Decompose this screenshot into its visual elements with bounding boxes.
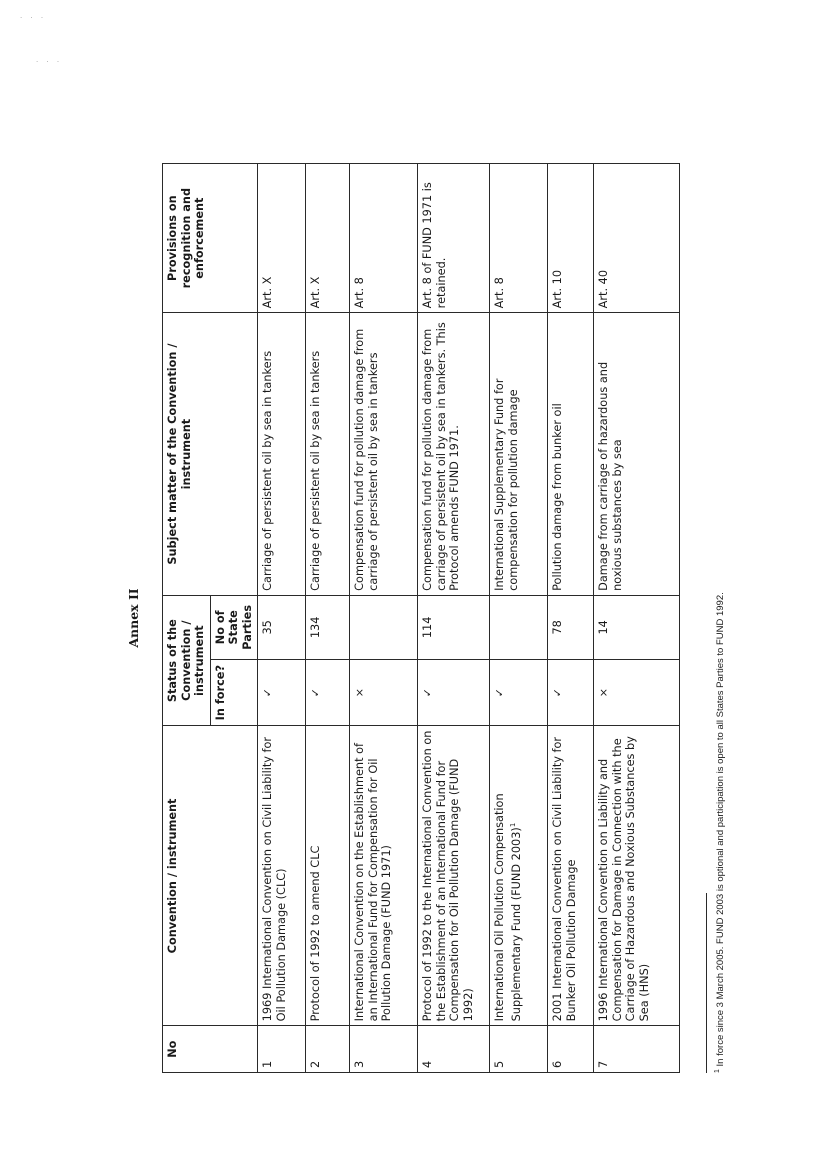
scan-artifact: · · · [36, 58, 63, 66]
cell-no: 3 [350, 1026, 418, 1073]
check-icon: ✓ [418, 659, 490, 726]
cell-no: 5 [490, 1026, 548, 1073]
footnote-marker: 1 [714, 1069, 721, 1073]
cell-convention: Protocol of 1992 to amend CLC [306, 726, 350, 1026]
cell-no: 7 [594, 1026, 680, 1073]
cell-provisions: Art. X [306, 164, 350, 313]
cell-provisions: Art. 40 [594, 164, 680, 313]
cell-parties: 134 [306, 595, 350, 659]
cell-provisions: Art. X [258, 164, 306, 313]
table-row [490, 164, 548, 1073]
cell-no: 1 [258, 1026, 306, 1073]
table-row [418, 164, 490, 1073]
table-row [350, 164, 418, 1073]
cell-subject: Compensation fund for pollution damage from carriage of persistent oil by sea in tankers. This Protocol amends FUND 1971. [418, 313, 490, 596]
cell-subject: Carriage of persistent oil by sea in tankers [306, 313, 350, 596]
table-row [548, 164, 594, 1073]
header-provisions: Provisions on recognition and enforcement [163, 164, 258, 313]
cell-subject: Damage from carriage of hazardous and noxious substances by sea [594, 313, 680, 596]
header-convention: Convention / instrument [163, 726, 258, 1026]
cell-subject: Pollution damage from bunker oil [548, 313, 594, 596]
cell-provisions: Art. 8 [490, 164, 548, 313]
convention-text: International Oil Pollution Compensation Supplementary Fund (FUND 2003) [493, 793, 523, 1022]
cell-parties: 14 [594, 595, 680, 659]
footnote-text: In force since 3 March 2005. FUND 2003 is optional and participation is open to all States Parties to FUND 1992. [715, 592, 727, 1067]
cell-no: 2 [306, 1026, 350, 1073]
conventions-table [162, 163, 680, 1073]
cell-convention: 2001 International Convention on Civil Liability for Bunker Oil Pollution Damage [548, 726, 594, 1026]
cell-parties: 35 [258, 595, 306, 659]
cell-subject: International Supplementary Fund for compensation for pollution damage [490, 313, 548, 596]
cell-parties: 78 [548, 595, 594, 659]
cross-icon: × [594, 659, 680, 726]
cell-provisions: Art. 8 of FUND 1971 is retained. [418, 164, 490, 313]
cell-convention [490, 726, 548, 1026]
header-no: No [163, 1026, 258, 1073]
table-row [306, 164, 350, 1073]
header-status: Status of the Convention / instrument [163, 595, 211, 726]
cell-no: 4 [418, 1026, 490, 1073]
table-row [594, 164, 680, 1073]
cell-convention: 1996 International Convention on Liability and Compensation for Damage in Connection with the Carriage of Hazardous and Noxious Substances by Sea (HNS) [594, 726, 680, 1026]
cell-parties [350, 595, 418, 659]
cell-provisions: Art. 8 [350, 164, 418, 313]
cell-convention: 1969 International Convention on Civil Liability for Oil Pollution Damage (CLC) [258, 726, 306, 1026]
cell-provisions: Art. 10 [548, 164, 594, 313]
cell-subject: Carriage of persistent oil by sea in tankers [258, 313, 306, 596]
header-subject: Subject matter of the Convention / instrument [163, 313, 258, 596]
check-icon: ✓ [306, 659, 350, 726]
check-icon: ✓ [490, 659, 548, 726]
scan-artifact: · · · [20, 14, 47, 22]
cell-convention: International Convention on the Establishment of an International Fund for Compensation for Oil Pollution Damage (FUND 1971) [350, 726, 418, 1026]
cross-icon: × [350, 659, 418, 726]
cell-parties: 114 [418, 595, 490, 659]
header-in-force: In force? [210, 659, 258, 726]
footnote [712, 173, 727, 1073]
cell-subject: Compensation fund for pollution damage from carriage of persistent oil by sea in tankers [350, 313, 418, 596]
cell-no: 6 [548, 1026, 594, 1073]
check-icon: ✓ [258, 659, 306, 726]
page-title: Annex II [126, 588, 141, 648]
cell-convention: Protocol of 1992 to the International Convention on the Establishment of an International Fund for Compensation for Oil Pollution Damage (FUND 1992) [418, 726, 490, 1026]
table-row [258, 164, 306, 1073]
check-icon: ✓ [548, 659, 594, 726]
cell-parties [490, 595, 548, 659]
footnote-ref: 1 [508, 822, 517, 828]
rotated-page [114, 113, 727, 1073]
footnote-divider [706, 893, 707, 1073]
header-parties: No of State Parties [210, 595, 258, 659]
